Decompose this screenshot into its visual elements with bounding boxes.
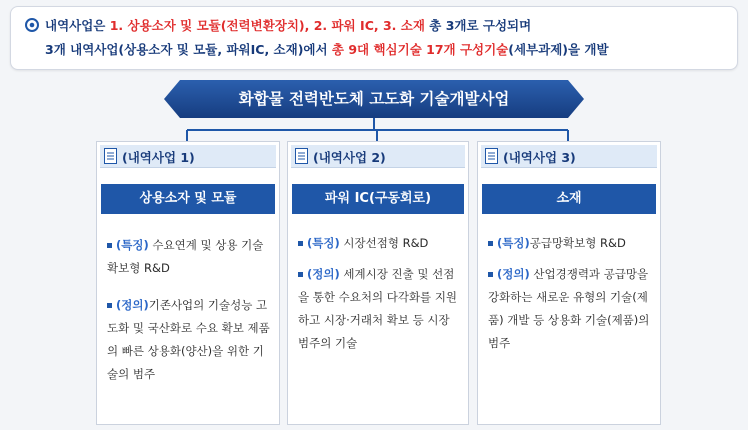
panel-tab [100,145,276,168]
panel-title: 소재 [482,184,656,214]
panel-tab-label: (내역사업 2) [313,150,386,165]
square-bullet-icon [298,241,303,246]
square-bullet-icon [488,272,493,277]
panel-tab-label: (내역사업 3) [503,150,576,165]
feature-text: 시장선점형 R&D [339,236,429,250]
definition-item [107,294,273,386]
square-bullet-icon [107,303,112,308]
banner-title: 화합물 전력반도체 고도화 기술개발사업 [238,90,510,108]
definition-text: 산업경쟁력과 공급망을 강화하는 새로운 유형의 기술(제품) 개발 등 상용화 기술(제품)의 범주 [488,267,650,350]
definition-item [298,263,462,355]
square-bullet-icon [107,243,112,248]
subproject-panel-2 [287,141,469,425]
square-bullet-icon [488,241,493,246]
panel-tab [291,145,465,168]
feature-item [298,232,462,255]
document-icon [104,148,117,164]
subproject-panel-1 [96,141,280,425]
feature-item [107,234,273,280]
definition-tag: (정의) [497,267,530,281]
subproject-panel-3 [477,141,661,425]
panel-title: 파워 IC(구동회로) [292,184,464,214]
feature-item [488,232,654,255]
summary-text: 총 3개로 구성되며 [424,18,532,33]
summary-text: 3개 내역사업(상용소자 및 모듈, 파워IC, 소재)에서 [45,42,332,57]
panel-tab [481,145,657,168]
definition-tag: (정의) [307,267,340,281]
document-icon [485,148,498,164]
summary-text: 내역사업은 [45,18,110,33]
feature-tag: (특징) [116,238,149,252]
summary-text: 을 개발 [567,42,609,57]
definition-text: 기존사업의 기술성능 고도화 및 국산화로 수요 확보 제품의 빠른 상용화(양산)을 위한 기술의 범주 [107,298,270,381]
summary-text: (세부과제) [508,42,568,57]
panel-title: 상용소자 및 모듈 [101,184,275,214]
document-icon [295,148,308,164]
summary-highlight: 1. 상용소자 및 모듈(전력변환장치), 2. 파워 IC, 3. 소재 [109,18,425,33]
feature-text: 수요연계 및 상용 기술 확보형 R&D [107,238,264,275]
definition-tag: (정의) [116,298,149,312]
feature-text: 공급망확보형 R&D [529,236,626,250]
feature-tag: (특징) [307,236,340,250]
program-banner [164,80,584,118]
definition-text: 세계시장 진출 및 선점을 통한 수요처의 다각화를 지원하고 시장·거래처 확보 등 시장 범주의 기술 [298,267,458,350]
summary-highlight: 총 9대 핵심기술 17개 구성기술 [331,42,509,57]
definition-item [488,263,654,355]
square-bullet-icon [298,272,303,277]
panel-tab-label: (내역사업 1) [122,150,195,165]
feature-tag: (특징) [497,236,530,250]
